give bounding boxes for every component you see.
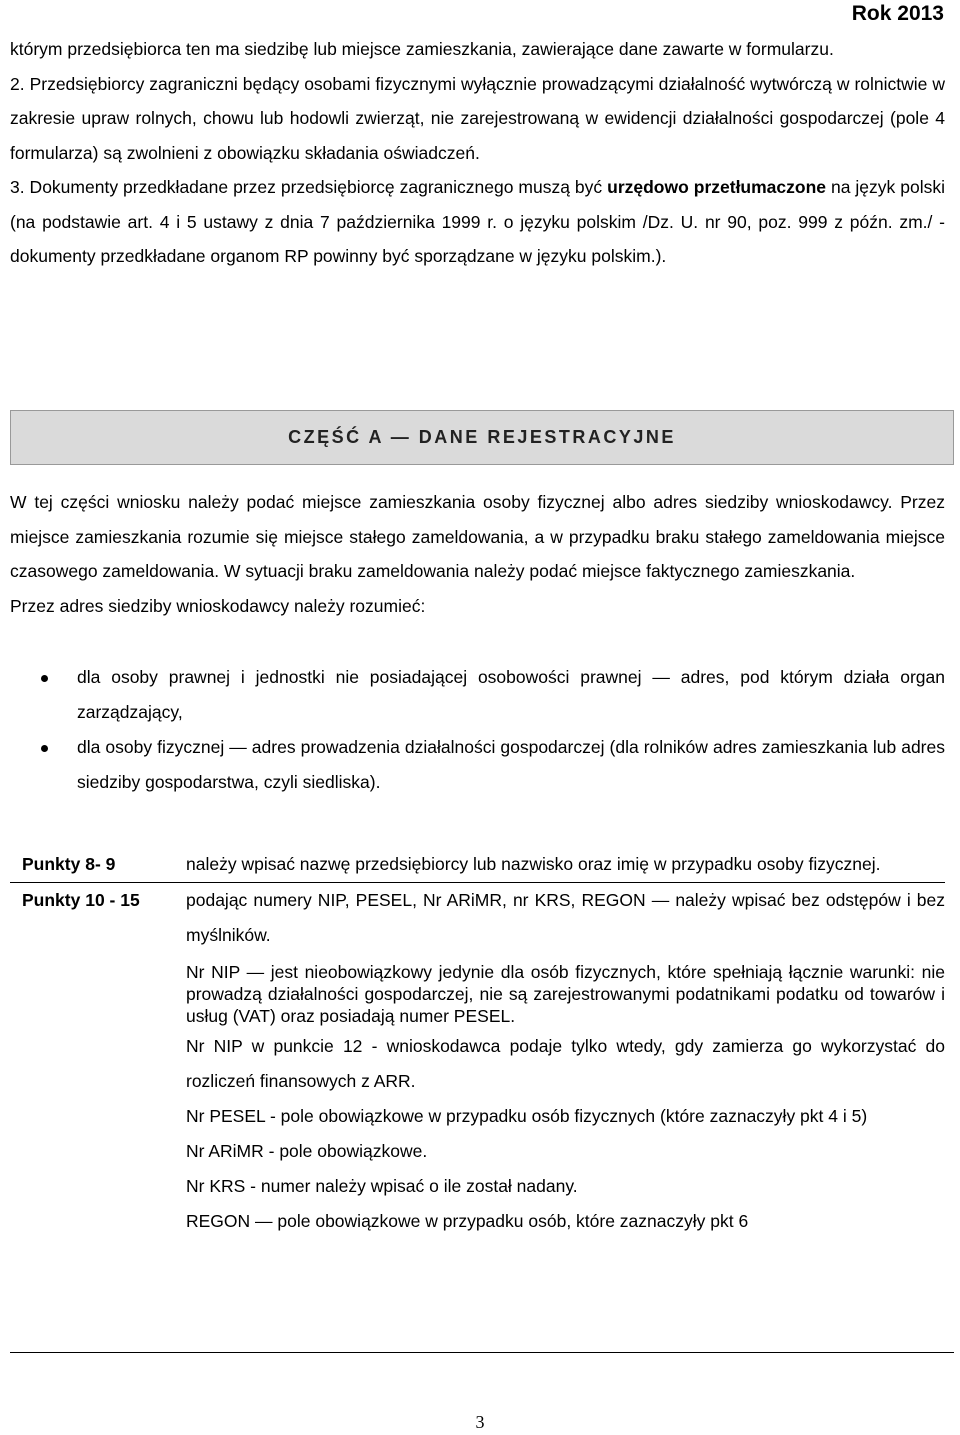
points-paragraph: podając numery NIP, PESEL, Nr ARiMR, nr KRS, REGON — należy wpisać bez odstępów i bez myślników. [186, 890, 945, 945]
page-number: 3 [475, 1412, 485, 1432]
points-paragraph: Nr NIP w punkcie 12 - wnioskodawca podaje tylko wtedy, gdy zamierza go wykorzystać do rozliczeń finansowych z ARR. [186, 1036, 945, 1091]
table-row [10, 847, 945, 882]
bullet-icon [10, 660, 77, 730]
section-a-paragraph-2: Przez adres siedziby wnioskodawcy należy rozumieć: [10, 595, 426, 616]
list-item [10, 660, 945, 730]
bullet-icon [10, 730, 77, 800]
points-paragraph: REGON — pole obowiązkowe w przypadku osób, które zaznaczyły pkt 6 [186, 1211, 749, 1231]
list-item [10, 730, 945, 800]
bullet-text: dla osoby prawnej i jednostki nie posiadającej osobowości prawnej — adres, pod którym działa organ zarządzający, [77, 667, 945, 722]
p3-text-a: 3. Dokumenty przedkładane przez przedsiębiorcę zagranicznego muszą być [10, 177, 608, 197]
points-text-group [186, 883, 945, 1239]
points-paragraph: Nr KRS - numer należy wpisać o ile został nadany. [186, 1176, 578, 1196]
address-bullet-list [10, 660, 945, 800]
points-paragraph: Nr ARiMR - pole obowiązkowe. [186, 1141, 428, 1161]
section-a-title: CZĘŚĆ A — DANE REJESTRACYJNE [288, 427, 676, 447]
intro-paragraph-3 [10, 170, 945, 274]
bullet-text: dla osoby fizycznej — adres prowadzenia działalności gospodarczej (dla rolników adres zamieszkania lub adres siedziby gospodarstwa, czyli siedliska). [77, 737, 945, 792]
p3-bold-text: urzędowo przetłumaczone [607, 177, 827, 197]
p3-text-b: na język polski (na podstawie art. 4 i 5 ustawy z dnia 7 października 1999 r. o języku polskim /Dz. U. nr 90, poz. 999 z późn. zm./ - dokumenty przedkładane organom RP powinny być sporządzane w języku polskim.). [10, 177, 945, 266]
points-table [10, 847, 945, 1239]
points-text: należy wpisać nazwę przedsiębiorcy lub nazwisko oraz imię w przypadku osoby fizycznej. [186, 854, 881, 874]
section-a-paragraph-1: W tej części wniosku należy podać miejsce zamieszkania osoby fizycznej albo adres siedziby wnioskodawcy. Przez miejsce zamieszkania rozumie się miejsce stałego zameldowania, a w przypadku braku stałego zameldowania miejsce czasowego zameldowania. W sytuacji braku zameldowania należy podać miejsce faktycznego zamieszkania. [10, 492, 945, 581]
points-label: Punkty 10 - 15 [22, 890, 140, 910]
section-a-banner [10, 410, 954, 465]
points-label: Punkty 8- 9 [22, 854, 116, 874]
points-paragraph: Nr PESEL - pole obowiązkowe w przypadku osób fizycznych (które zaznaczyły pkt 4 i 5) [186, 1106, 868, 1126]
section-a-body [10, 485, 945, 623]
intro-section [10, 32, 945, 274]
intro-paragraph-1: którym przedsiębiorca ten ma siedzibę lub miejsce zamieszkania, zawierające dane zawarte w formularzu. [10, 39, 834, 59]
points-paragraph: Nr NIP — jest nieobowiązkowy jedynie dla osób fizycznych, które spełniają łącznie warunki: nie prowadzą działalności gospodarczej, nie są zarejestrowanymi podatnikami podatku od towarów i usług (VAT) oraz posiadają numer PESEL. [186, 962, 945, 1026]
intro-paragraph-2: 2. Przedsiębiorcy zagraniczni będący osobami fizycznymi wyłącznie prowadzącymi działalność wytwórczą w rolnictwie w zakresie upraw rolnych, chowu lub hodowli zwierząt, nie zarejestrowaną w ewidencji działalności gospodarczej (pole 4 formularza) są zwolnieni z obowiązku składania oświadczeń. [10, 73, 945, 163]
year-header: Rok 2013 [851, 2, 944, 25]
footer-divider [10, 1352, 954, 1353]
table-row [10, 883, 945, 1239]
